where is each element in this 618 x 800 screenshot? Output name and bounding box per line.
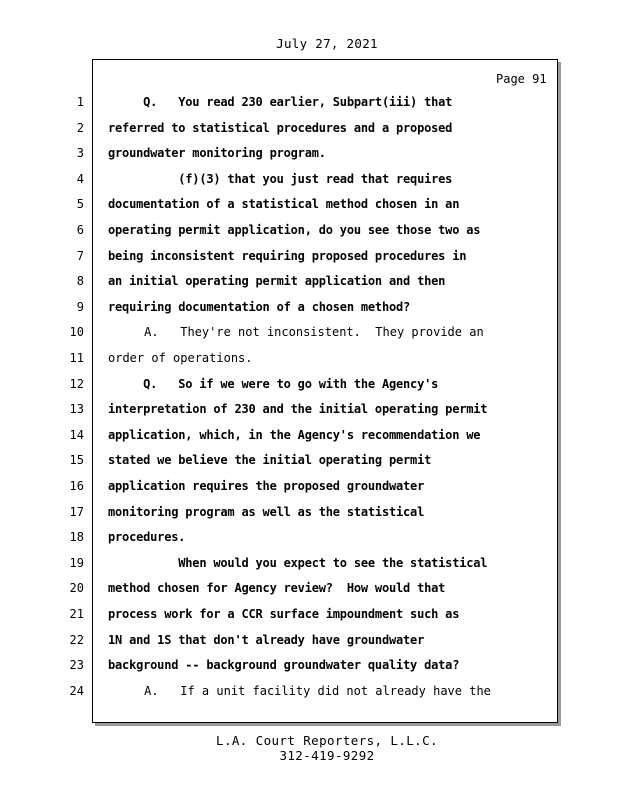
transcript-line-text: operating permit application, do you see those two as <box>108 223 481 237</box>
line-number: 15 <box>69 453 84 467</box>
transcript-line-text: Q. You read 230 earlier, Subpart(iii) that <box>108 95 453 109</box>
line-number: 3 <box>76 146 84 160</box>
transcript-line-text: process work for a CCR surface impoundment such as <box>108 607 460 621</box>
line-number: 8 <box>76 274 84 288</box>
line-number: 5 <box>76 197 84 211</box>
transcript-line-text: an initial operating permit application and then <box>108 274 446 288</box>
reporter-company: L.A. Court Reporters, L.L.C. <box>216 733 438 748</box>
transcript-line-text: monitoring program as well as the statistical <box>108 505 425 519</box>
transcript-line-text: 1N and 1S that don't already have groundwater <box>108 633 425 647</box>
transcript-date: July 27, 2021 <box>276 36 378 51</box>
transcript-line-text: A. They're not inconsistent. They provide an <box>108 325 484 339</box>
line-number: 21 <box>69 607 84 621</box>
transcript-line-text: documentation of a statistical method chosen in an <box>108 197 460 211</box>
line-number: 20 <box>69 581 84 595</box>
line-number: 10 <box>69 325 84 339</box>
transcript-line-text: A. If a unit facility did not already have the <box>108 684 491 698</box>
line-number: 19 <box>69 556 84 570</box>
line-number: 9 <box>76 300 84 314</box>
transcript-line-text: application requires the proposed groundwater <box>108 479 425 493</box>
transcript-line-text: order of operations. <box>108 351 253 365</box>
line-number: 14 <box>69 428 84 442</box>
transcript-line-text: groundwater monitoring program. <box>108 146 326 160</box>
transcript-line-text: stated we believe the initial operating permit <box>108 453 432 467</box>
page-number: Page 91 <box>496 72 547 86</box>
line-number: 2 <box>76 121 84 135</box>
line-number: 1 <box>76 95 84 109</box>
transcript-line-text: background -- background groundwater quality data? <box>108 658 460 672</box>
line-number: 4 <box>76 172 84 186</box>
line-number: 12 <box>69 377 84 391</box>
transcript-line-text: application, which, in the Agency's recommendation we <box>108 428 481 442</box>
line-number: 7 <box>76 249 84 263</box>
line-number: 11 <box>69 351 84 365</box>
line-number: 24 <box>69 684 84 698</box>
line-number: 13 <box>69 402 84 416</box>
line-number: 23 <box>69 658 84 672</box>
line-number: 22 <box>69 633 84 647</box>
transcript-line-text: (f)(3) that you just read that requires <box>108 172 453 186</box>
line-number: 18 <box>69 530 84 544</box>
transcript-line-text: When would you expect to see the statistical <box>108 556 488 570</box>
transcript-line-text: method chosen for Agency review? How would that <box>108 581 446 595</box>
line-number: 16 <box>69 479 84 493</box>
line-number: 6 <box>76 223 84 237</box>
transcript-line-text: Q. So if we were to go with the Agency's <box>108 377 439 391</box>
reporter-phone: 312-419-9292 <box>279 748 375 763</box>
transcript-line-text: interpretation of 230 and the initial operating permit <box>108 402 488 416</box>
transcript-line-text: requiring documentation of a chosen method? <box>108 300 411 314</box>
transcript-line-text: procedures. <box>108 530 186 544</box>
line-number: 17 <box>69 505 84 519</box>
transcript-line-text: being inconsistent requiring proposed procedures in <box>108 249 467 263</box>
transcript-line-text: referred to statistical procedures and a proposed <box>108 121 453 135</box>
